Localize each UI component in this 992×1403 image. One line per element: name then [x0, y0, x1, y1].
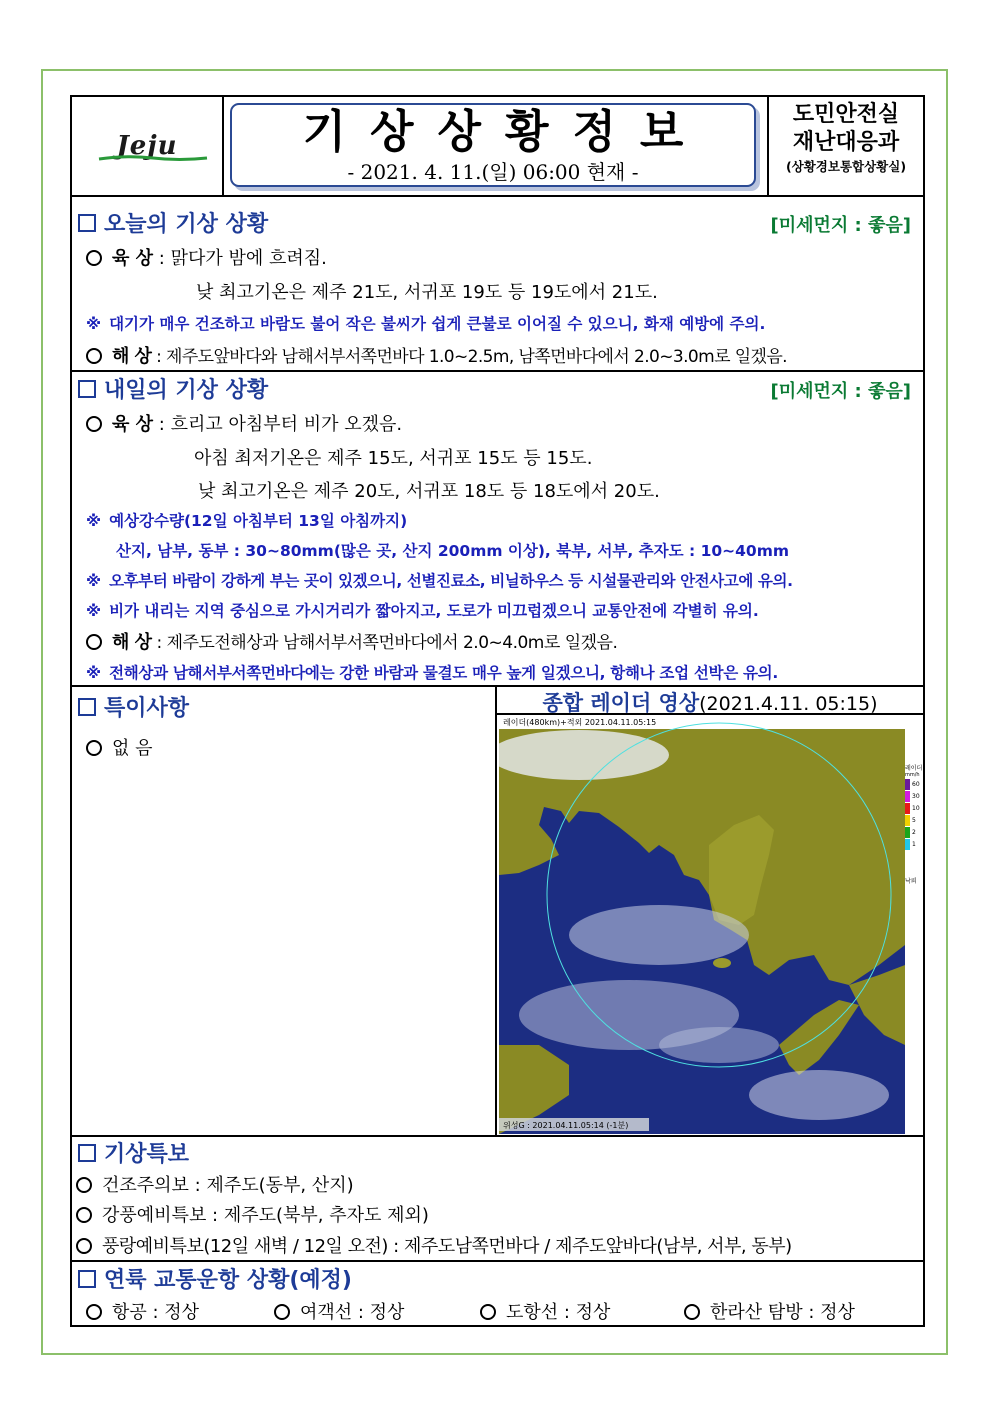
checkbox-icon	[78, 698, 96, 716]
circle-bullet-icon	[86, 1304, 102, 1320]
transport-item-air: 항공 : 정상	[86, 1298, 199, 1324]
legend-unit: mm/h	[905, 772, 920, 778]
circle-bullet-icon	[76, 1207, 92, 1223]
legend-item: 2	[905, 826, 923, 838]
circle-bullet-icon	[86, 416, 102, 432]
circle-bullet-icon	[480, 1304, 496, 1320]
legend-lightning: 낙뢰	[905, 878, 917, 885]
tomorrow-sea: 해 상 : 제주도전해상과 남해서부서쪽먼바다에서 2.0~4.0m로 일겠음.	[86, 628, 617, 654]
traffic-safety-note: ※ 비가 내리는 지역 중심으로 가시거리가 짧아지고, 도로가 미끄럽겠으니 교통안전에 각별히 유의.	[86, 602, 759, 620]
today-land: 육 상 : 맑다가 밤에 흐려짐.	[86, 244, 327, 270]
tomorrow-dust-level: [미세먼지 : 좋음]	[770, 381, 911, 402]
today-section-title: 오늘의 기상 상황	[78, 207, 268, 238]
tomorrow-min-temp: 아침 최저기온은 제주 15도, 서귀포 15도 등 15도.	[194, 448, 593, 469]
legend-item: 5	[905, 814, 923, 826]
dept-division: 재난대응과	[792, 130, 900, 155]
radar-title: 종합 레이더 영상(2021.4.11. 05:15)	[542, 691, 878, 715]
dept-situation-room: (상황경보통합상황실)	[785, 159, 907, 174]
circle-bullet-icon	[86, 634, 102, 650]
vessel-note: ※ 전해상과 남해서부서쪽먼바다에는 강한 바람과 물결도 매우 높게 일겠으니, 항해나 조업 선박은 유의.	[86, 664, 778, 682]
special-section-title: 특이사항	[78, 691, 189, 722]
circle-bullet-icon	[76, 1177, 92, 1193]
wind-safety-note: ※ 오후부터 바람이 강하게 부는 곳이 있겠으니, 선별진료소, 비닐하우스 등 시설물관리와 안전사고에 유의.	[86, 572, 793, 590]
checkbox-icon	[78, 1144, 96, 1162]
logo-swoosh-icon	[97, 155, 209, 162]
checkbox-icon	[78, 214, 96, 232]
legend-item: 30	[905, 790, 923, 802]
dept-office: 도민안전실	[792, 102, 900, 127]
legend-item: 10	[905, 802, 923, 814]
warning-item: 풍랑예비특보(12일 새벽 / 12일 오전) : 제주도남쪽먼바다 / 제주도앞바다(남부, 서부, 동부)	[76, 1232, 792, 1258]
warnings-section-title: 기상특보	[78, 1137, 189, 1168]
page-title: 기상상황정보	[302, 105, 708, 158]
department-info	[769, 97, 923, 195]
radar-image	[499, 715, 905, 1134]
legend-title: 레이더	[905, 765, 923, 772]
warning-item: 강풍예비특보 : 제주도(북부, 추자도 제외)	[76, 1201, 429, 1227]
transport-item-hallasan: 한라산 탐방 : 정상	[684, 1298, 855, 1324]
circle-bullet-icon	[684, 1304, 700, 1320]
radar-legend	[905, 715, 923, 1134]
weather-document	[70, 95, 925, 1327]
legend-item: 60	[905, 778, 923, 790]
warning-item: 건조주의보 : 제주도(동부, 산지)	[76, 1171, 354, 1197]
tomorrow-max-temp: 낮 최고기온은 제주 20도, 서귀포 18도 등 18도에서 20도.	[198, 481, 660, 502]
circle-bullet-icon	[76, 1238, 92, 1254]
transport-item-island-ferry: 도항선 : 정상	[480, 1298, 610, 1324]
logo-text: Jeju	[116, 131, 178, 161]
rain-forecast-amount: 산지, 남부, 동부 : 30~80mm(많은 곳, 산지 200mm 이상), 북부, 서부, 추자도 : 10~40mm	[116, 542, 790, 560]
today-fire-note: ※ 대기가 매우 건조하고 바람도 불어 작은 불씨가 쉽게 큰불로 이어질 수 있으니, 화재 예방에 주의.	[86, 315, 766, 333]
circle-bullet-icon	[86, 740, 102, 756]
radar-bottom-caption: 위성G : 2021.04.11.05:14 (-1분)	[503, 1121, 629, 1130]
circle-bullet-icon	[274, 1304, 290, 1320]
circle-bullet-icon	[86, 250, 102, 266]
jeju-logo	[72, 97, 222, 195]
title-box	[230, 103, 756, 187]
transport-item-ferry: 여객선 : 정상	[274, 1298, 404, 1324]
tomorrow-land: 육 상 : 흐리고 아침부터 비가 오겠음.	[86, 410, 402, 436]
checkbox-icon	[78, 380, 96, 398]
checkbox-icon	[78, 1270, 96, 1288]
today-sea: 해 상 : 제주도앞바다와 남해서부서쪽먼바다 1.0~2.5m, 남쪽먼바다에서 2.0~3.0m로 일겠음.	[86, 342, 787, 368]
report-date: - 2021. 4. 11.(일) 06:00 현재 -	[347, 160, 639, 184]
tomorrow-section-title: 내일의 기상 상황	[78, 373, 268, 404]
special-item: 없 음	[86, 734, 153, 760]
legend-item: 1	[905, 838, 923, 850]
rain-forecast-title: ※ 예상강수량(12일 아침부터 13일 아침까지)	[86, 512, 408, 530]
transport-section-title: 연륙 교통운항 상황(예정)	[78, 1263, 352, 1294]
today-dust-level: [미세먼지 : 좋음]	[770, 215, 911, 236]
today-land-temp: 낮 최고기온은 제주 21도, 서귀포 19도 등 19도에서 21도.	[196, 282, 658, 303]
circle-bullet-icon	[86, 348, 102, 364]
radar-top-caption: 레이더(480km)+적외 2021.04.11.05:15	[503, 718, 657, 727]
